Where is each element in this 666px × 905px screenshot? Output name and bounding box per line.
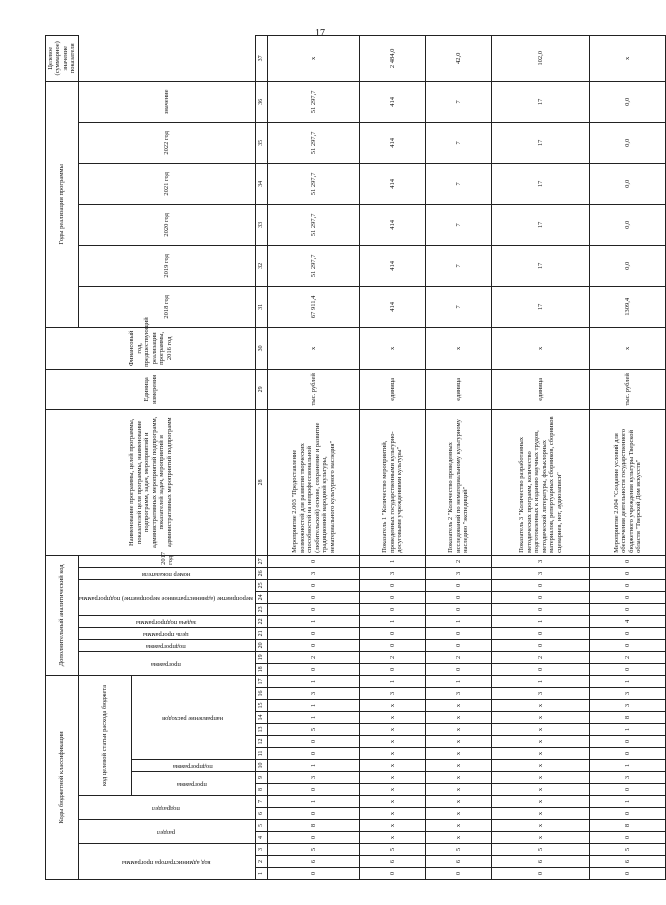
code-digit: х	[492, 772, 590, 784]
code-digit: 0	[360, 663, 426, 675]
code-digit: 0	[426, 663, 492, 675]
header-section-text: раздел	[156, 828, 175, 836]
code-digit: 0	[590, 591, 666, 603]
code-digit: х	[360, 700, 426, 712]
code-digit: 0	[360, 868, 426, 880]
code-digit: 0	[268, 832, 360, 844]
header-year-2020: 2020 год	[78, 204, 255, 245]
code-digit: 5	[268, 844, 360, 856]
code-digit: х	[426, 784, 492, 796]
row-year-value: 1309,4	[590, 286, 666, 327]
code-digit: х	[492, 700, 590, 712]
header-year-2019: 2019 год	[78, 245, 255, 286]
row-year-value: 7	[426, 204, 492, 245]
column-number: 37	[256, 35, 268, 81]
column-number: 22	[256, 615, 268, 627]
column-number: 31	[256, 286, 268, 327]
code-digit: 0	[590, 603, 666, 615]
header-a-task	[78, 615, 255, 627]
column-number: 11	[256, 748, 268, 760]
code-digit: х	[426, 760, 492, 772]
row-year-value: 17	[492, 286, 590, 327]
code-digit: 0	[268, 591, 360, 603]
code-digit: 1	[492, 675, 590, 687]
code-digit: 0	[268, 748, 360, 760]
code-digit: х	[492, 748, 590, 760]
row-year-value: 51 297,7	[268, 204, 360, 245]
column-number: 28	[256, 409, 268, 555]
row-year-value: 17	[492, 81, 590, 122]
code-digit: х	[492, 712, 590, 724]
code-digit: 2	[360, 651, 426, 663]
column-number: 32	[256, 245, 268, 286]
code-digit: 0	[590, 808, 666, 820]
code-digit: 2	[590, 651, 666, 663]
header-year-2017: 2017 год	[78, 555, 255, 567]
code-digit: 3	[590, 700, 666, 712]
code-digit: 0	[268, 639, 360, 651]
code-digit: 0	[590, 736, 666, 748]
code-digit: 1	[590, 760, 666, 772]
header-additional-code: Дополнительный аналитический код	[46, 555, 79, 675]
code-digit: 6	[426, 856, 492, 868]
code-digit: 0	[492, 868, 590, 880]
code-digit: 3	[426, 688, 492, 700]
header-unit: Единица измерения	[46, 369, 256, 409]
code-digit: 1	[590, 724, 666, 736]
code-digit: 0	[360, 627, 426, 639]
code-digit: 0	[426, 591, 492, 603]
row-year-value: 51 297,7	[268, 81, 360, 122]
header-a-goal	[78, 627, 255, 639]
row-year-value: 51 297,7	[268, 245, 360, 286]
code-digit: 0	[492, 591, 590, 603]
code-digit: 5	[590, 844, 666, 856]
column-number: 15	[256, 700, 268, 712]
code-digit: х	[492, 808, 590, 820]
row-year-value: 7	[426, 81, 492, 122]
row-year-value: 414	[360, 81, 426, 122]
column-number: 17	[256, 675, 268, 687]
code-digit: 4	[590, 615, 666, 627]
header-subsection-text: подраздел	[151, 804, 180, 812]
column-number: 2	[256, 856, 268, 868]
header-purpose-code: код целевой статьи расхода бюджета	[78, 675, 131, 795]
header-a-measure	[78, 579, 255, 615]
code-digit: 8	[590, 820, 666, 832]
code-digit: 0	[268, 663, 360, 675]
code-digit: х	[426, 808, 492, 820]
code-digit: 5	[492, 844, 590, 856]
row-year-value: 414	[360, 245, 426, 286]
header-program	[132, 772, 256, 796]
code-digit: 1	[268, 615, 360, 627]
column-number: 27	[256, 555, 268, 567]
row-year-value: 414	[360, 204, 426, 245]
column-number: 33	[256, 204, 268, 245]
code-digit: 0	[360, 579, 426, 591]
code-digit: 3	[360, 567, 426, 579]
code-digit: 3	[492, 567, 590, 579]
column-number: 3	[256, 844, 268, 856]
row-year-value: 17	[492, 245, 590, 286]
row-year-value: 17	[492, 163, 590, 204]
row-unit: единица	[492, 369, 590, 409]
code-digit: 0	[492, 639, 590, 651]
code-digit: 1	[590, 675, 666, 687]
row-target-value: 42,0	[426, 35, 492, 81]
row-year-value: 0,0	[590, 204, 666, 245]
code-digit: х	[360, 832, 426, 844]
code-digit: х	[426, 724, 492, 736]
header-subprogram	[132, 760, 256, 772]
code-digit: 3	[492, 688, 590, 700]
code-digit: 3	[590, 688, 666, 700]
header-subprogram-text: подпрограмма	[172, 762, 213, 770]
header-years-label: Годы реализации программы	[46, 81, 79, 327]
column-number: 5	[256, 820, 268, 832]
column-number: 26	[256, 567, 268, 579]
row-name: Мероприятие 2.003 "Предоставление возможностей для развития творческих способностей на непрофессиональной (любительской) основе, сохранение и развитие традиционной народной культуры, нематериального культурного наследия"	[268, 409, 360, 555]
code-digit: 0	[590, 639, 666, 651]
row-target-value: 2 484,0	[360, 35, 426, 81]
code-digit: 0	[590, 555, 666, 567]
row-year-value: 7	[426, 286, 492, 327]
row-unit: тыс. рублей	[590, 369, 666, 409]
column-number: 4	[256, 832, 268, 844]
code-digit: 0	[426, 627, 492, 639]
row-fin-year-value: х	[492, 327, 590, 369]
code-digit: х	[492, 796, 590, 808]
code-digit: 1	[426, 675, 492, 687]
table-row	[590, 35, 666, 879]
code-digit: х	[360, 748, 426, 760]
column-number: 16	[256, 688, 268, 700]
header-a-program	[78, 651, 255, 675]
column-number: 36	[256, 81, 268, 122]
code-digit: 0	[360, 591, 426, 603]
code-digit: 5	[426, 844, 492, 856]
code-digit: 0	[590, 567, 666, 579]
row-fin-year-value: х	[590, 327, 666, 369]
code-digit: 0	[268, 627, 360, 639]
code-digit: 1	[268, 760, 360, 772]
header-a-subprogram	[78, 639, 255, 651]
code-digit: 1	[268, 700, 360, 712]
header-a-indicator	[78, 567, 255, 579]
column-number: 23	[256, 603, 268, 615]
code-digit: х	[492, 784, 590, 796]
code-digit: х	[492, 832, 590, 844]
code-digit: 3	[268, 772, 360, 784]
table-row	[360, 35, 426, 879]
code-digit: х	[426, 736, 492, 748]
code-digit: 0	[268, 808, 360, 820]
row-year-value: 0,0	[590, 163, 666, 204]
code-digit: 2	[268, 651, 360, 663]
code-digit: 0	[268, 868, 360, 880]
code-digit: х	[426, 796, 492, 808]
code-digit: 0	[590, 748, 666, 760]
code-digit: 0	[492, 663, 590, 675]
row-name: Показатель 2 "Количество проведенных исследований по нематериальному культурному наследию "экспедиций"	[426, 409, 492, 555]
code-digit: 0	[590, 832, 666, 844]
column-number: 8	[256, 784, 268, 796]
header-a-subprogram-text: подпрограмма	[145, 642, 186, 650]
row-year-value: 67 911,4	[268, 286, 360, 327]
row-fin-year-value: х	[426, 327, 492, 369]
row-fin-year-value: х	[268, 327, 360, 369]
code-digit: х	[360, 820, 426, 832]
column-number: 30	[256, 327, 268, 369]
code-digit: 3	[268, 688, 360, 700]
code-digit: 0	[590, 579, 666, 591]
code-digit: 0	[492, 579, 590, 591]
code-digit: х	[426, 820, 492, 832]
header-a-program-text: программа	[150, 660, 181, 668]
code-digit: 3	[360, 688, 426, 700]
column-number: 6	[256, 808, 268, 820]
code-digit: х	[360, 796, 426, 808]
column-number: 35	[256, 122, 268, 163]
row-year-value: 51 297,7	[268, 163, 360, 204]
code-digit: х	[360, 712, 426, 724]
code-digit: 0	[360, 639, 426, 651]
header-year-2018: 2018 год	[78, 286, 255, 327]
column-number: 24	[256, 591, 268, 603]
code-digit: х	[492, 820, 590, 832]
column-number: 13	[256, 724, 268, 736]
column-number: 9	[256, 772, 268, 784]
code-digit: 0	[590, 627, 666, 639]
code-digit: х	[426, 712, 492, 724]
row-name: Мероприятие 2.004 "Создание условий для обеспечения деятельности государственного бюджетного учреждения культуры Тверской области "Тверской Дом искусств"	[590, 409, 666, 555]
page-number: 17	[315, 28, 325, 39]
code-digit: 1	[492, 615, 590, 627]
row-year-value: 0,0	[590, 245, 666, 286]
code-digit: 2	[426, 555, 492, 567]
row-year-value: 7	[426, 245, 492, 286]
row-unit: тыс. рублей	[268, 369, 360, 409]
header-expense-direction-text: направление расходов	[161, 714, 223, 722]
code-digit: х	[426, 772, 492, 784]
code-digit: 1	[268, 712, 360, 724]
code-digit: 0	[360, 603, 426, 615]
code-digit: х	[426, 832, 492, 844]
code-digit: 6	[360, 856, 426, 868]
code-digit: 0	[590, 663, 666, 675]
row-year-value: 51 297,7	[268, 122, 360, 163]
code-digit: х	[492, 736, 590, 748]
rotated-table-container	[45, 41, 643, 880]
code-digit: 0	[492, 603, 590, 615]
row-unit: единица	[426, 369, 492, 409]
column-number: 18	[256, 663, 268, 675]
column-number: 21	[256, 627, 268, 639]
code-digit: 1	[268, 796, 360, 808]
code-digit: 0	[268, 603, 360, 615]
row-year-value: 17	[492, 122, 590, 163]
code-digit: х	[492, 724, 590, 736]
code-digit: 1	[360, 675, 426, 687]
header-name: Наименование программы, целей программы, показателей цели программы, наименование подпрограмм, задач, мероприятий и административных мероприятий подпрограмм, показателей задач, мероприятий и административных мероприятий подпрограмм	[46, 409, 256, 555]
header-budget-codes: Коды бюджетной классификации	[46, 675, 79, 879]
code-digit: х	[426, 700, 492, 712]
column-number: 7	[256, 796, 268, 808]
code-digit: 0	[268, 555, 360, 567]
code-digit: х	[360, 808, 426, 820]
code-digit: 0	[268, 579, 360, 591]
code-digit: 1	[268, 675, 360, 687]
header-year-2021: 2021 год	[78, 163, 255, 204]
header-admin-code-text: код администратора программы	[121, 858, 211, 866]
column-number: 19	[256, 651, 268, 663]
header-a-indicator-text: номер показателя	[141, 570, 190, 578]
row-target-value: х	[268, 35, 360, 81]
code-digit: 1	[360, 615, 426, 627]
row-year-value: 7	[426, 163, 492, 204]
header-subsection	[78, 796, 255, 820]
row-target-value: 102,0	[492, 35, 590, 81]
row-target-value: х	[590, 35, 666, 81]
header-target-label: Целевое (суммарное) значение показателя	[46, 35, 79, 81]
code-digit: 3	[590, 772, 666, 784]
row-year-value: 414	[360, 163, 426, 204]
code-digit: 5	[360, 844, 426, 856]
table-row	[426, 35, 492, 879]
column-number: 29	[256, 369, 268, 409]
code-digit: 3	[268, 567, 360, 579]
code-digit: 6	[268, 856, 360, 868]
code-digit: 0	[268, 784, 360, 796]
code-digit: х	[360, 736, 426, 748]
code-digit: х	[360, 784, 426, 796]
column-number: 25	[256, 579, 268, 591]
code-digit: 3	[492, 555, 590, 567]
row-year-value: 0,0	[590, 81, 666, 122]
header-year-2022: 2022 год	[78, 122, 255, 163]
code-digit: 0	[426, 639, 492, 651]
code-digit: 0	[268, 736, 360, 748]
row-year-value: 414	[360, 122, 426, 163]
code-digit: 2	[492, 651, 590, 663]
code-digit: 2	[426, 651, 492, 663]
code-digit: 0	[492, 627, 590, 639]
header-a-task-text: задача подпрограммы	[135, 618, 196, 626]
code-digit: х	[492, 760, 590, 772]
column-number: 1	[256, 868, 268, 880]
code-digit: 6	[492, 856, 590, 868]
column-number: 10	[256, 760, 268, 772]
row-name: Показатель 3 "Количество разработанных методических программ, количество подготовленных к изданию научных трудов, методической литературы, фольклорных материалов, репертуарных сборников, сборников сценариев, нот, аудиозаписи"	[492, 409, 590, 555]
column-number: 20	[256, 639, 268, 651]
table-row	[492, 35, 590, 879]
code-digit: 1	[360, 555, 426, 567]
code-digit: 0	[590, 868, 666, 880]
code-digit: 0	[426, 579, 492, 591]
row-name: Показатель 1 "Количество мероприятий, проведенных государственными культурно-досуговыми учреждениями культуры"	[360, 409, 426, 555]
table-row	[268, 35, 360, 879]
code-digit: х	[360, 724, 426, 736]
code-digit: 0	[426, 868, 492, 880]
code-digit: 6	[590, 856, 666, 868]
header-section	[78, 820, 255, 844]
column-number: 12	[256, 736, 268, 748]
code-digit: 3	[426, 567, 492, 579]
code-digit: 5	[268, 724, 360, 736]
row-year-value: 7	[426, 122, 492, 163]
code-digit: 8	[590, 712, 666, 724]
code-digit: 1	[590, 796, 666, 808]
header-target-value: значение	[78, 81, 255, 122]
column-number: 14	[256, 712, 268, 724]
code-digit: 0	[426, 603, 492, 615]
code-digit: 1	[426, 615, 492, 627]
code-digit: 8	[268, 820, 360, 832]
program-table	[45, 35, 666, 880]
row-year-value: 17	[492, 204, 590, 245]
row-fin-year-value: х	[360, 327, 426, 369]
row-year-value: 0,0	[590, 122, 666, 163]
header-admin-code	[78, 844, 255, 880]
header-a-measure-text: мероприятие (административное мероприятие) подпрограммы	[78, 594, 253, 602]
header-expense-direction	[132, 675, 256, 759]
header-a-goal-text: цель программы	[143, 630, 189, 638]
code-digit: х	[426, 748, 492, 760]
code-digit: 0	[590, 784, 666, 796]
column-number: 34	[256, 163, 268, 204]
row-unit: единица	[360, 369, 426, 409]
row-year-value: 414	[360, 286, 426, 327]
code-digit: х	[360, 772, 426, 784]
header-fin-year: Финансовый год, предшествующий реализации программы, 2016 год	[46, 327, 256, 369]
code-digit: х	[360, 760, 426, 772]
header-program-text: программа	[177, 780, 208, 788]
